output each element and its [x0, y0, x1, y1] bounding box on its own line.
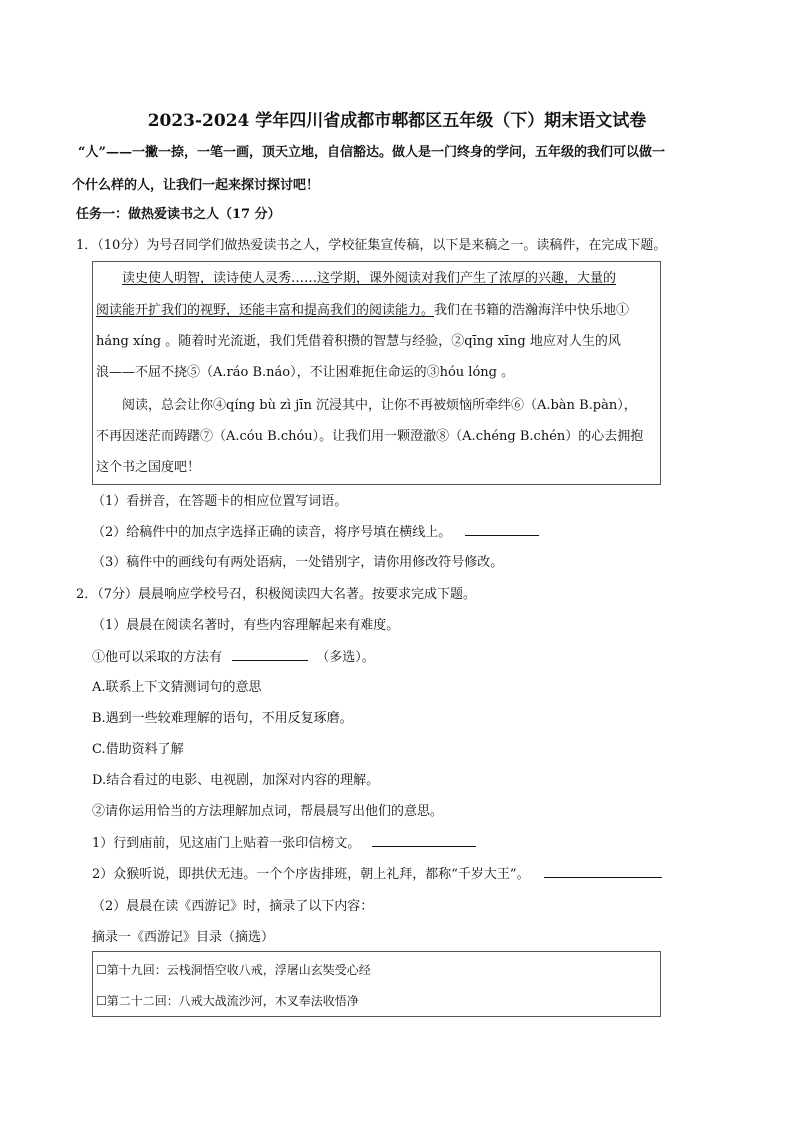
exam-title: 2023-2024 学年四川省成都市郫都区五年级（下）期末语文试卷	[147, 111, 647, 131]
q2-s1-tail: （多选）。	[316, 650, 375, 665]
option-a: A.联系上下文猜测词句的意思	[92, 680, 262, 695]
answer-blank[interactable]	[372, 834, 476, 847]
item-2-row	[92, 865, 662, 884]
passage-line-5: 阅读，总会让你④qíng bù zì jīn 沉浸其中，让你不再被烦恼所牵绊⑥（A.bàn B.pàn），	[122, 398, 637, 413]
passage-line-3: háng xíng 。随着时光流逝，我们凭借着积攒的智慧与经验，②qīng xīng 地应对人生的风	[96, 334, 621, 349]
q1-stem: 1．（10分）为号召同学们做热爱读书之人，学校征集宣传稿，以下是来稿之一。读稿件，在完成下题。	[76, 238, 667, 253]
passage-line-1: 读史使人明智，读诗使人灵秀……这学期，课外阅读对我们产生了浓厚的兴趣，大量的	[122, 271, 617, 286]
intro-line-1: “人”——一撇一捺，一笔一画，顶天立地，自信豁达。做人是一门终身的学问，五年级的我们可以做一	[78, 145, 665, 160]
q1-sub3: （3）稿件中的画线句有两处语病，一处错别字，请你用修改符号修改。	[92, 555, 504, 570]
underlined-sentence: 阅读能开扩我们的视野，还能丰富和提高我们的阅读能力。	[96, 303, 435, 318]
excerpt-label: 摘录一《西游记》目录（摘选）	[92, 930, 275, 945]
q2-stem: 2．（7分）晨晨响应学校号召，积极阅读四大名著。按要求完成下题。	[76, 587, 477, 602]
passage-line-2-tail: 我们在书籍的浩瀚海洋中快乐地①	[434, 303, 630, 318]
task1-heading: 任务一：做热爱读书之人（17 分）	[76, 207, 281, 222]
passage-line-2	[96, 302, 629, 320]
q2-s1-question: ①他可以采取的方法有	[92, 650, 223, 665]
item-1-row	[92, 834, 476, 853]
q2-s1-question-2: ②请你运用恰当的方法理解加点词，帮晨晨写出他们的意思。	[92, 804, 444, 819]
q1-sub1: （1）看拼音，在答题卡的相应位置写词语。	[92, 494, 348, 509]
toc-item-19: ☐第十九回：云栈洞悟空收八戒，浮屠山玄奘受心经	[96, 963, 371, 977]
q1-sub2: （2）给稿件中的加点字选择正确的读音，将序号填在横线上。	[92, 525, 452, 540]
passage-line-7: 这个书之国度吧！	[96, 460, 201, 475]
answer-blank[interactable]	[232, 648, 308, 661]
intro-line-2: 个什么样的人，让我们一起来探讨探讨吧！	[72, 178, 320, 193]
option-c: C.借助资料了解	[92, 742, 184, 757]
item-2: 2）众猴听说，即拱伏无违。一个个序齿排班，朝上礼拜，都称“千岁大王”。	[92, 867, 530, 882]
q1-sub2-row	[92, 523, 539, 542]
q2-sub2: （2）晨晨在读《西游记》时，摘录了以下内容：	[92, 899, 374, 914]
passage-line-4: 浪——不屈不挠⑤（A.ráo B.náo），不让困难扼住命运的③hóu lóng 。	[96, 365, 515, 380]
item-1: 1）行到庙前，见这庙门上贴着一张印信榜文。	[92, 836, 361, 851]
q2-sub1: （1）晨晨在阅读名著时，有些内容理解起来有难度。	[92, 618, 400, 633]
q2-s1-row	[92, 648, 375, 667]
option-d: D.结合看过的电影、电视剧，加深对内容的理解。	[92, 773, 380, 788]
option-b: B.遇到一些较难理解的语句，不用反复琢磨。	[92, 711, 353, 726]
answer-blank[interactable]	[465, 523, 539, 536]
toc-item-22: ☐第二十二回：八戒大战流沙河，木叉奉法收悟净	[96, 994, 359, 1008]
passage-line-6: 不再因迷茫而踌躇⑦（A.cóu B.chóu）。让我们用一颗澄澈⑧（A.chéng B.chén）的心去拥抱	[96, 429, 644, 444]
answer-blank[interactable]	[544, 865, 662, 878]
